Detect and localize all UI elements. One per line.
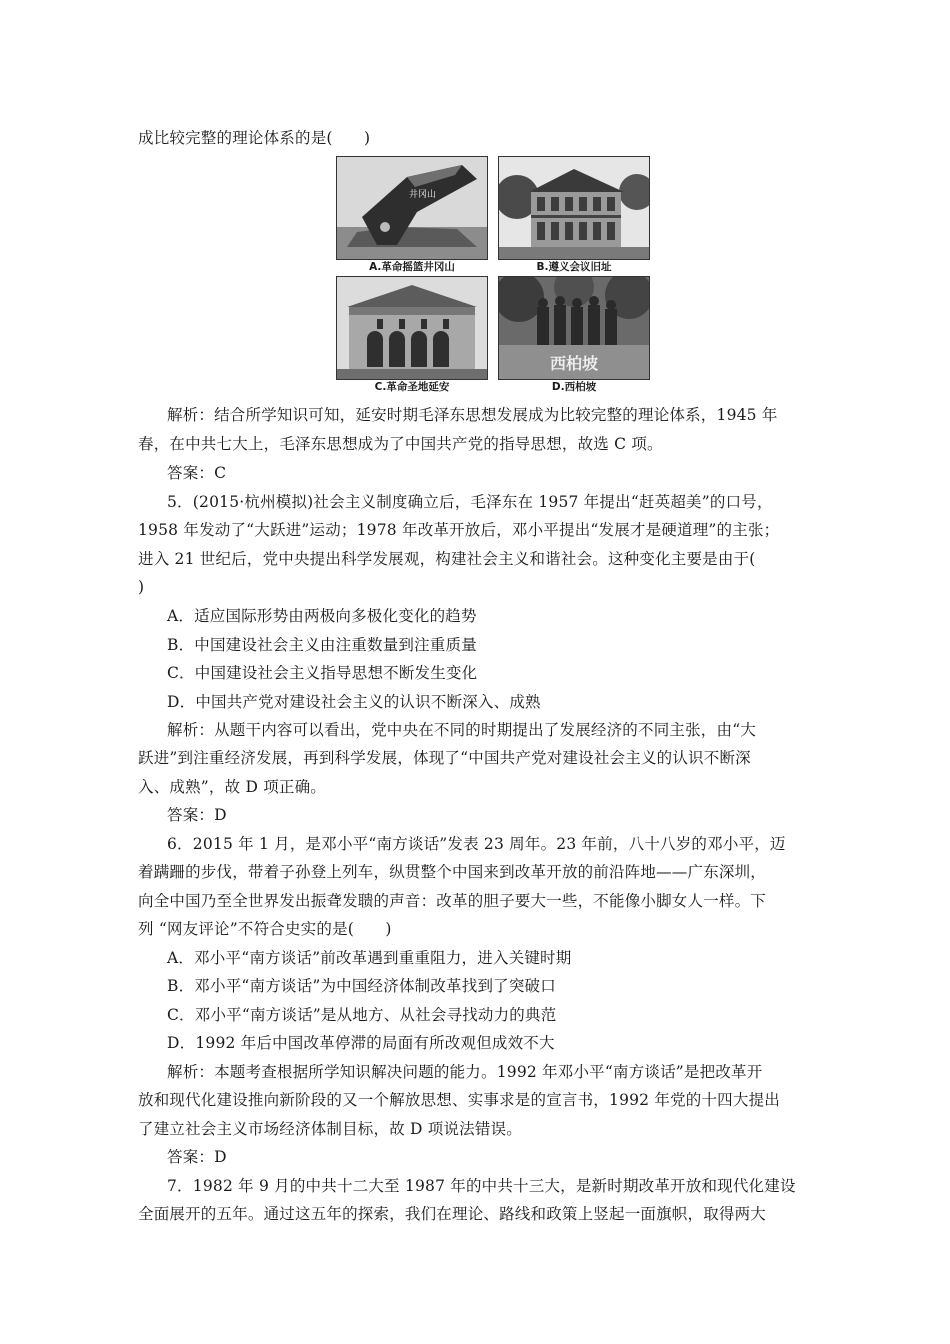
- question-6-line4: 列 “网友评论”不符合史实的是( ): [138, 920, 392, 938]
- zunyi-photo: [498, 156, 650, 260]
- analysis-5-line2: 跃进”到注重经济发展，再到科学发展，体现了“中国共产党对建设社会主义的认识不断深: [138, 749, 751, 767]
- question-continuation: 成比较完整的理论体系的是( ): [138, 129, 371, 147]
- analysis-6-line2: 放和现代化建设推向新阶段的又一个解放思想、实事求是的宣言书，1992 年党的十四大提出: [138, 1091, 780, 1109]
- question-5-option-a: A．适应国际形势由两极向多极化变化的趋势: [167, 607, 477, 625]
- question-5-option-d: D．中国共产党对建设社会主义的认识不断深入、成熟: [167, 693, 541, 711]
- caption-b: B.遵义会议旧址: [536, 261, 612, 273]
- analysis-4-line2: 春，在中共七大上，毛泽东思想成为了中国共产党的指导思想，故选 C 项。: [138, 435, 663, 453]
- question-5-line3: 进入 21 世纪后，党中央提出科学发展观，构建社会主义和谐社会。这种变化主要是由于(: [138, 550, 756, 568]
- caption-a: A.革命摇篮井冈山: [369, 261, 455, 273]
- analysis-5-line1: 解析：从题干内容可以看出，党中央在不同的时期提出了发展经济的不同主张，由“大: [167, 721, 757, 739]
- question-5-option-c: C．中国建设社会主义指导思想不断发生变化: [167, 664, 478, 682]
- answer-5: 答案：D: [167, 806, 227, 824]
- caption-c: C.革命圣地延安: [374, 381, 450, 393]
- question-5-line4: ): [138, 578, 145, 596]
- question-6-option-c: C．邓小平“南方谈话”是从地方、从社会寻找动力的典范: [167, 1006, 557, 1024]
- yanan-photo: [336, 276, 488, 380]
- option-images-figure: [336, 156, 648, 393]
- question-6-option-b: B．邓小平“南方谈话”为中国经济体制改革找到了突破口: [167, 977, 556, 995]
- question-5-option-b: B．中国建设社会主义由注重数量到注重质量: [167, 636, 477, 654]
- question-5-line1: 5．(2015·杭州模拟)社会主义制度确立后，毛泽东在 1957 年提出“赶英超美”的口号，: [167, 493, 773, 511]
- ground-inscription: 西柏坡: [549, 354, 599, 373]
- analysis-6-line3: 了建立社会主义市场经济体制目标，故 D 项说法错误。: [138, 1120, 522, 1138]
- question-7-line2: 全面展开的五年。通过这五年的探索，我们在理论、路线和政策上竖起一面旗帜，取得两大: [138, 1205, 767, 1223]
- monument-inscription: 井冈山: [409, 190, 437, 200]
- question-6-line1: 6．2015 年 1 月，是邓小平“南方谈话”发表 23 周年。23 年前，八十八岁的邓小平，迈: [167, 835, 786, 853]
- answer-4: 答案：C: [167, 464, 227, 482]
- question-6-option-d: D．1992 年后中国改革停滞的局面有所改观但成效不大: [167, 1034, 555, 1052]
- caption-d: D.西柏坡: [551, 381, 597, 393]
- jinggangshan-photo: [336, 156, 488, 260]
- question-5-line2: 1958 年发动了“大跃进”运动；1978 年改革开放后，邓小平提出“发展才是硬道理”的主张；: [138, 521, 780, 539]
- analysis-6-line1: 解析：本题考查根据所学知识解决问题的能力。1992 年邓小平“南方谈话”是把改革开: [167, 1063, 763, 1081]
- question-6-line3: 向全中国乃至全世界发出振聋发聩的声音：改革的胆子要大一些，不能像小脚女人一样。下: [138, 892, 767, 910]
- analysis-5-line3: 入、成熟”，故 D 项正确。: [138, 778, 327, 796]
- question-6-line2: 着蹒跚的步伐，带着子孙登上列车，纵贯整个中国来到改革开放的前沿阵地——广东深圳，: [138, 863, 767, 881]
- question-7-line1: 7．1982 年 9 月的中共十二大至 1987 年的中共十三大，是新时期改革开放和现代化建设: [167, 1177, 796, 1195]
- analysis-4-line1: 解析：结合所学知识可知，延安时期毛泽东思想发展成为比较完整的理论体系，1945 年: [167, 406, 778, 424]
- xibaipo-photo: [498, 276, 650, 380]
- question-6-option-a: A．邓小平“南方谈话”前改革遇到重重阻力，进入关键时期: [167, 949, 572, 967]
- answer-6: 答案：D: [167, 1148, 227, 1166]
